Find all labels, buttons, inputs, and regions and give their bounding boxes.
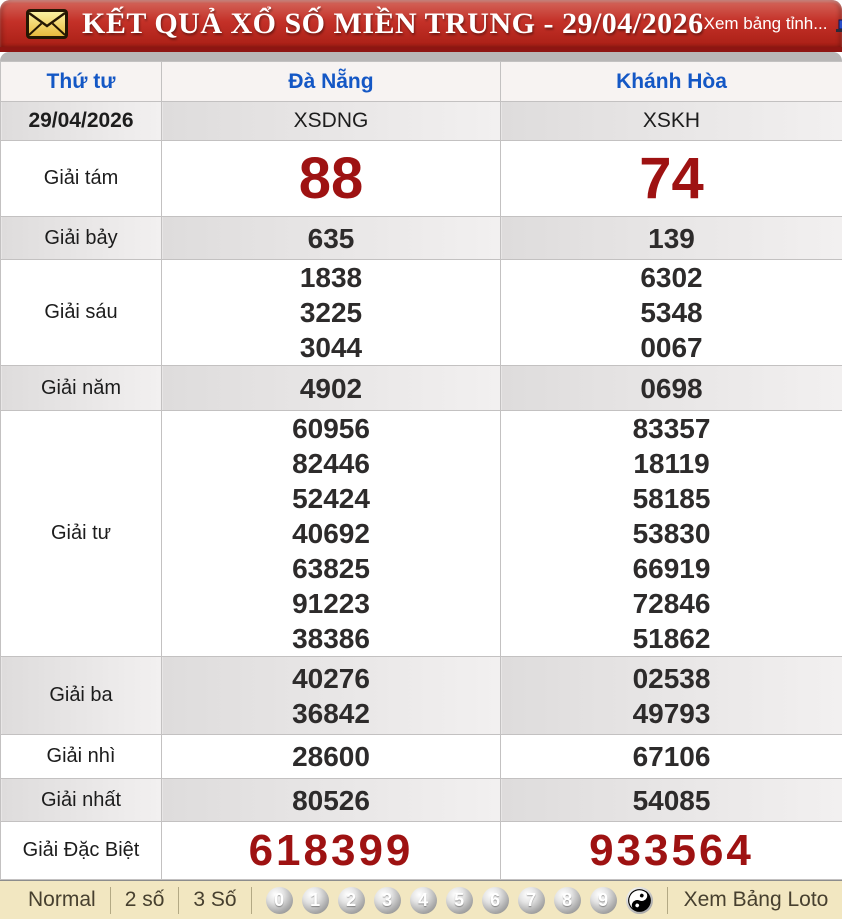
page-title: KẾT QUẢ XỔ SỐ MIỀN TRUNG - 29/04/2026 bbox=[82, 6, 704, 40]
prize-number: 52424 bbox=[292, 483, 370, 514]
mode-item[interactable]: 3 Số bbox=[193, 888, 237, 911]
prize-number: 0698 bbox=[640, 372, 703, 404]
prize-number: 63825 bbox=[292, 553, 370, 584]
prize-number: 4902 bbox=[299, 372, 363, 404]
digit-ball[interactable]: 0 bbox=[266, 887, 293, 914]
table-header-row bbox=[1, 62, 842, 102]
prize-row bbox=[1, 217, 842, 260]
mode-group bbox=[14, 887, 252, 914]
prize-row bbox=[1, 735, 842, 779]
prize-numbers-cell bbox=[501, 141, 842, 217]
prize-numbers-cell bbox=[501, 260, 842, 366]
column-header-province[interactable]: Đà Nẵng bbox=[162, 62, 501, 102]
prize-numbers-cell bbox=[501, 735, 842, 779]
prize-number: 67106 bbox=[632, 741, 711, 772]
digit-ball[interactable]: 2 bbox=[338, 887, 365, 914]
digit-ball[interactable]: 6 bbox=[482, 887, 509, 914]
digit-ball[interactable]: 1 bbox=[302, 887, 329, 914]
digit-ball[interactable]: 4 bbox=[410, 887, 437, 914]
prize-number: 49793 bbox=[632, 697, 711, 729]
prize-numbers-cell bbox=[162, 779, 501, 822]
column-header-day: Thứ tư bbox=[1, 62, 162, 102]
prize-label: Giải tư bbox=[1, 411, 162, 657]
prize-number: 635 bbox=[307, 222, 355, 254]
results-table bbox=[0, 61, 842, 880]
prize-numbers-cell bbox=[162, 366, 501, 411]
footer-separator bbox=[667, 887, 668, 914]
prize-number: 3225 bbox=[299, 297, 363, 328]
prize-label: Giải nhất bbox=[1, 779, 162, 822]
footer-toolbar bbox=[0, 880, 842, 919]
prize-number: 618399 bbox=[248, 825, 414, 875]
prize-numbers-cell bbox=[501, 366, 842, 411]
prize-numbers-cell bbox=[501, 779, 842, 822]
station-code: XSDNG bbox=[162, 102, 501, 141]
digit-ball[interactable]: 9 bbox=[590, 887, 617, 914]
prize-numbers-cell bbox=[501, 411, 842, 657]
prize-number: 0067 bbox=[640, 332, 703, 363]
header-divider-band bbox=[0, 52, 842, 61]
prize-numbers-cell bbox=[162, 735, 501, 779]
prize-number: 72846 bbox=[632, 588, 711, 619]
prize-numbers-cell bbox=[162, 411, 501, 657]
prize-number: 28600 bbox=[292, 741, 370, 772]
prize-label: Giải bảy bbox=[1, 217, 162, 260]
mode-item[interactable]: 2 số bbox=[124, 888, 165, 911]
prize-number: 02538 bbox=[632, 662, 711, 694]
digit-ball[interactable]: 7 bbox=[518, 887, 545, 914]
prize-row bbox=[1, 779, 842, 822]
draw-date: 29/04/2026 bbox=[1, 102, 162, 141]
station-code: XSKH bbox=[501, 102, 842, 141]
prize-number: 139 bbox=[648, 222, 695, 254]
header-bar bbox=[0, 0, 842, 52]
loto-table-link[interactable]: Xem Bảng Loto bbox=[683, 888, 829, 911]
prize-number: 82446 bbox=[292, 448, 370, 479]
prize-number: 36842 bbox=[292, 697, 370, 729]
prize-numbers-cell bbox=[162, 217, 501, 260]
date-row bbox=[1, 102, 842, 141]
prize-numbers-cell bbox=[501, 217, 842, 260]
column-header-province[interactable]: Khánh Hòa bbox=[501, 62, 842, 102]
prize-label: Giải nhì bbox=[1, 735, 162, 779]
prize-label: Giải năm bbox=[1, 366, 162, 411]
prize-number: 54085 bbox=[632, 784, 711, 816]
envelope-icon bbox=[26, 9, 68, 39]
prize-number: 51862 bbox=[632, 623, 711, 654]
prize-row bbox=[1, 366, 842, 411]
digit-ball[interactable]: 5 bbox=[446, 887, 473, 914]
yin-yang-icon[interactable] bbox=[626, 887, 653, 914]
prize-numbers-cell bbox=[162, 657, 501, 735]
prize-number: 3044 bbox=[299, 332, 363, 363]
prize-number: 60956 bbox=[292, 413, 370, 444]
prize-row bbox=[1, 411, 842, 657]
prize-row bbox=[1, 657, 842, 735]
prize-row bbox=[1, 141, 842, 217]
digit-ball[interactable]: 3 bbox=[374, 887, 401, 914]
prize-number: 74 bbox=[639, 145, 704, 211]
prize-row bbox=[1, 260, 842, 366]
prize-number: 91223 bbox=[292, 588, 370, 619]
prize-number: 5348 bbox=[640, 297, 703, 328]
prize-label: Giải tám bbox=[1, 141, 162, 217]
prize-label: Giải Đặc Biệt bbox=[1, 822, 162, 880]
prize-number: 1838 bbox=[299, 262, 363, 293]
prize-label: Giải ba bbox=[1, 657, 162, 735]
bar-chart-icon[interactable] bbox=[836, 8, 842, 39]
prize-numbers-cell bbox=[162, 822, 501, 880]
prize-number: 6302 bbox=[640, 262, 703, 293]
prize-numbers-cell bbox=[162, 260, 501, 366]
prize-number: 83357 bbox=[632, 413, 711, 444]
prize-numbers-cell bbox=[162, 141, 501, 217]
prize-label: Giải sáu bbox=[1, 260, 162, 366]
prize-number: 88 bbox=[298, 145, 364, 211]
digit-ball[interactable]: 8 bbox=[554, 887, 581, 914]
prize-number: 40276 bbox=[292, 662, 370, 694]
prize-number: 80526 bbox=[292, 784, 370, 816]
prize-number: 58185 bbox=[632, 483, 711, 514]
prize-number: 40692 bbox=[292, 518, 370, 549]
province-table-link[interactable]: Xem bảng tỉnh... bbox=[703, 13, 828, 33]
prize-number: 933564 bbox=[589, 825, 754, 875]
prize-number: 66919 bbox=[632, 553, 711, 584]
prize-numbers-cell bbox=[501, 822, 842, 880]
prize-number: 38386 bbox=[292, 623, 370, 654]
prize-row bbox=[1, 822, 842, 880]
digit-ball-group bbox=[252, 887, 667, 914]
prize-number: 53830 bbox=[632, 518, 711, 549]
prize-number: 18119 bbox=[633, 448, 710, 479]
mode-item[interactable]: Normal bbox=[28, 888, 96, 911]
prize-numbers-cell bbox=[501, 657, 842, 735]
